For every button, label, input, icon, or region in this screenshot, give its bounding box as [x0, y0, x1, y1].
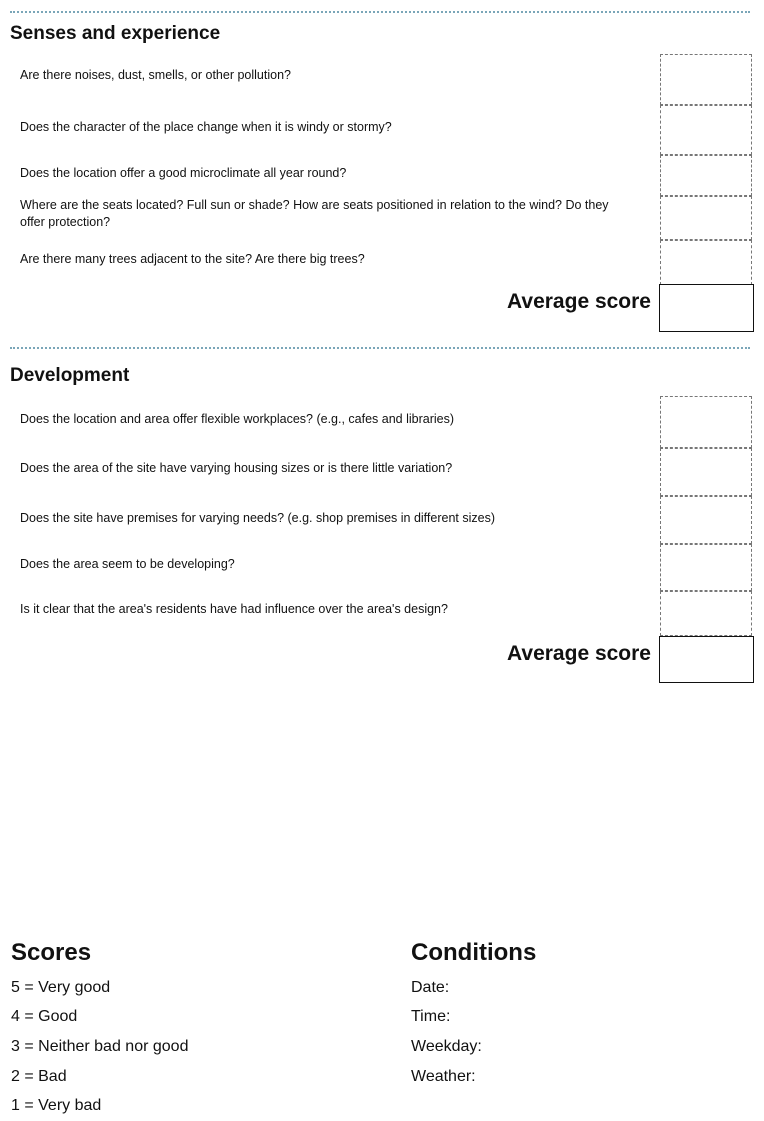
question: Does the character of the place change when it is windy or stormy?: [20, 120, 392, 134]
average-score-label: Average score: [507, 290, 651, 313]
section-divider: [10, 347, 750, 349]
score-input-box[interactable]: [660, 105, 752, 155]
question: Is it clear that the area's residents have had influence over the area's design?: [20, 602, 448, 616]
section-title-senses: Senses and experience: [10, 23, 221, 44]
average-score-box[interactable]: [659, 284, 754, 332]
section-title-development: Development: [10, 365, 130, 386]
average-score-box[interactable]: [659, 636, 754, 683]
condition-weekday-label: Weekday:: [411, 1038, 482, 1055]
average-score-label: Average score: [507, 642, 651, 665]
score-input-box[interactable]: [660, 396, 752, 448]
score-input-box[interactable]: [660, 544, 752, 591]
score-input-box[interactable]: [660, 496, 752, 544]
question: Does the location and area offer flexible workplaces? (e.g., cafes and libraries): [20, 412, 455, 426]
question: Are there many trees adjacent to the site? Are there big trees?: [20, 252, 365, 266]
question: Does the site have premises for varying needs? (e.g. shop premises in different sizes): [20, 511, 495, 525]
score-legend-item: 2 = Bad: [11, 1068, 67, 1085]
question: Does the area seem to be developing?: [20, 557, 235, 571]
score-input-box[interactable]: [660, 591, 752, 636]
question: Does the area of the site have varying housing sizes or is there little variation?: [20, 461, 453, 475]
score-input-box[interactable]: [660, 54, 752, 105]
question: Are there noises, dust, smells, or other pollution?: [20, 68, 291, 82]
score-legend-item: 3 = Neither bad nor good: [11, 1038, 189, 1055]
section-divider: [10, 11, 750, 13]
score-legend-item: 1 = Very bad: [11, 1097, 102, 1114]
conditions-heading: Conditions: [411, 939, 537, 966]
question: Where are the seats located? Full sun or shade? How are seats positioned in relation to the wind? Do they offer protection?: [20, 198, 609, 229]
score-input-box[interactable]: [660, 196, 752, 240]
score-input-box[interactable]: [660, 448, 752, 496]
condition-weather-label: Weather:: [411, 1068, 476, 1085]
score-input-box[interactable]: [660, 155, 752, 196]
score-input-box[interactable]: [660, 240, 752, 285]
condition-time-label: Time:: [411, 1008, 451, 1025]
question: Does the location offer a good microclimate all year round?: [20, 166, 347, 180]
condition-date-label: Date:: [411, 979, 450, 996]
score-legend-item: 4 = Good: [11, 1008, 78, 1025]
score-legend-item: 5 = Very good: [11, 979, 111, 996]
scores-heading: Scores: [11, 939, 92, 966]
